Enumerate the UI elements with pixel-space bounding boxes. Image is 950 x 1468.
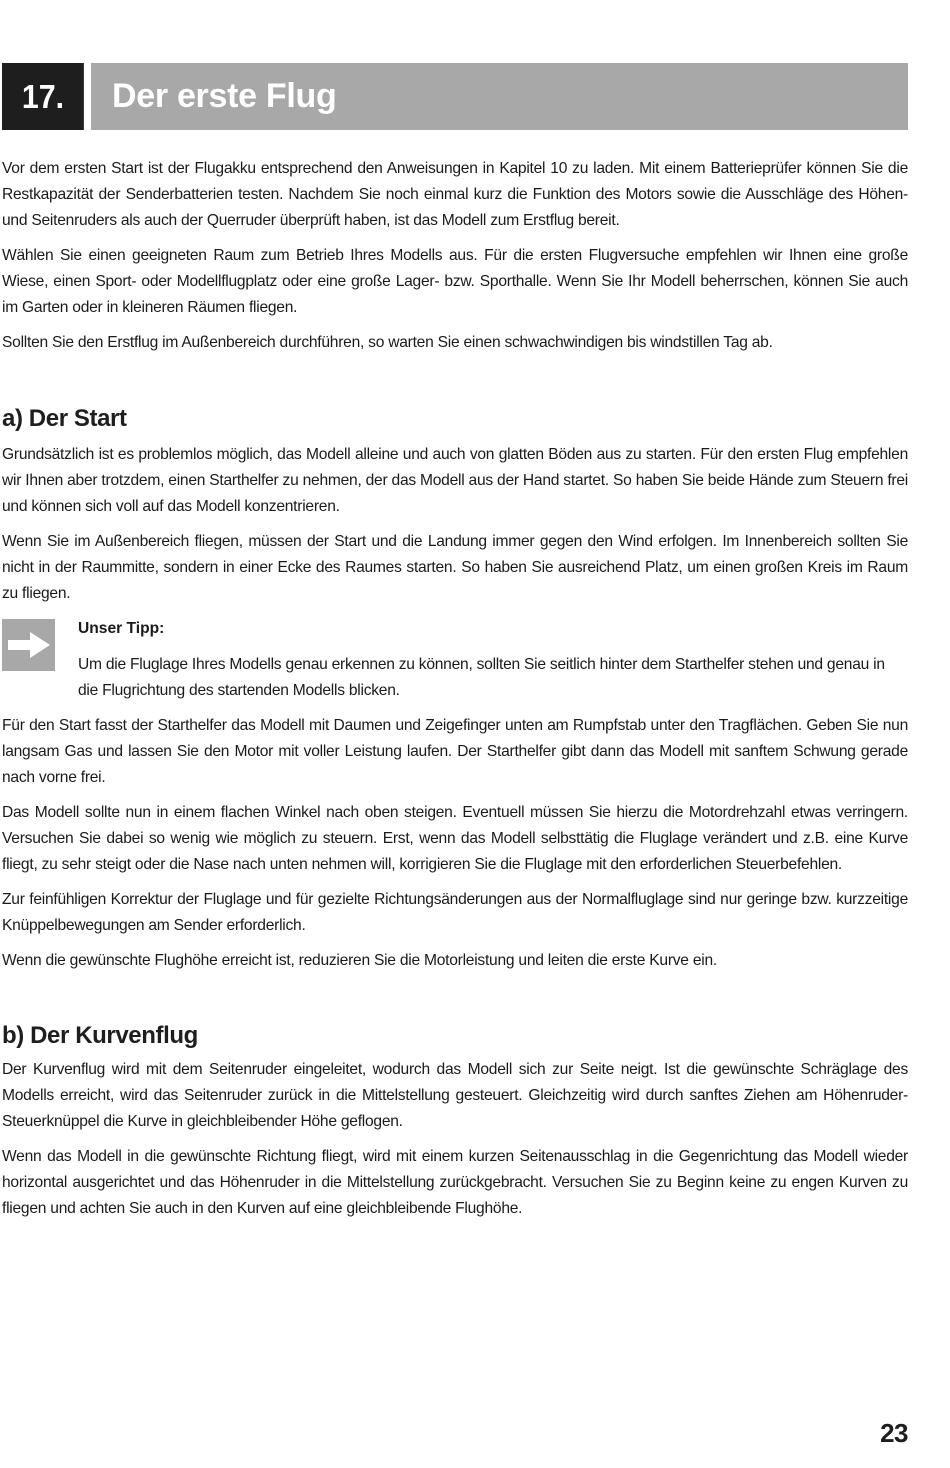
chapter-header xyxy=(2,63,908,130)
kurvenflug-paragraph: Der Kurvenflug wird mit dem Seitenruder eingeleitet, wodurch das Modell sich zur Seite neigt. Ist die gewünschte Schräglage des Modells erreicht, wird das Seitenruder zurück in die Mittelstellung gesteuert. Gleichzeitig wird durch sanftes Ziehen am Höhenruder-Steuerknüppel die Kurve in gleichbleibender Höhe geflogen. xyxy=(2,1061,908,1130)
tip-title: Unser Tipp: xyxy=(78,620,165,637)
start-paragraph: Das Modell sollte nun in einem flachen Winkel nach oben steigen. Eventuell müssen Sie hierzu die Motordrehzahl etwas verringern. Versuchen Sie dabei so wenig wie möglich zu steuern. Erst, wenn das Modell selbsttätig die Fluglage verändert und z.B. eine Kurve fliegt, zu sehr steigt oder die Nase nach unten nehmen will, korrigieren Sie die Fluglage mit den erforderlichen Steuerbefehlen. xyxy=(2,804,908,873)
kurvenflug-paragraph: Wenn das Modell in die gewünschte Richtung fliegt, wird mit einem kurzen Seitenausschlag in die Gegenrichtung das Modell wieder horizontal ausgerichtet und das Höhenruder in die Mittelstellung zurückgebracht. Versuchen Sie zu Beginn keine zu engen Kurven zu fliegen und achten Sie auch in den Kurven auf eine gleichbleibende Flughöhe. xyxy=(2,1148,908,1217)
tip-box xyxy=(2,616,908,704)
start-paragraph: Zur feinfühligen Korrektur der Fluglage und für gezielte Richtungsänderungen aus der Normalfluglage sind nur geringe bzw. kurzzeitige Knüppelbewegungen am Sender erforderlich. xyxy=(2,891,908,934)
start-paragraph: Für den Start fasst der Starthelfer das Modell mit Daumen und Zeigefinger unten am Rumpfstab unter den Tragflächen. Geben Sie nun langsam Gas und lassen Sie den Motor mit voller Leistung laufen. Der Starthelfer gibt dann das Modell mit sanftem Schwung gerade nach vorne frei. xyxy=(2,717,908,786)
tip-text: Um die Fluglage Ihres Modells genau erkennen zu können, sollten Sie seitlich hinter dem Starthelfer stehen und genau in die Flugrichtung des startenden Modells blicken. xyxy=(78,656,885,699)
intro-paragraph: Vor dem ersten Start ist der Flugakku entsprechend den Anweisungen in Kapitel 10 zu laden. Mit einem Batterieprüfer können Sie die Restkapazität der Senderbatterien testen. Nachdem Sie noch einmal kurz die Funktion des Motors sowie die Ausschläge des Höhen- und Seitenruders als auch der Querruder überprüft haben, ist das Modell zum Erstflug bereit. xyxy=(2,160,908,229)
section-heading-kurvenflug: b) Der Kurvenflug xyxy=(2,1022,198,1049)
intro-paragraph: Wählen Sie einen geeigneten Raum zum Betrieb Ihres Modells aus. Für die ersten Flugversuche empfehlen wir Ihnen eine große Wiese, einen Sport- oder Modellflugplatz oder eine große Lager- bzw. Sporthalle. Wenn Sie Ihr Modell beherrschen, können Sie auch im Garten oder in kleineren Räumen fliegen. xyxy=(2,247,908,316)
chapter-number: 17. xyxy=(2,63,84,130)
start-paragraph: Grundsätzlich ist es problemlos möglich, das Modell alleine und auch von glatten Böden aus zu starten. Für den ersten Flug empfehlen wir Ihnen aber trotzdem, einen Starthelfer zu nehmen, der das Modell aus der Hand startet. So haben Sie beide Hände zum Steuern frei und können sich voll auf das Modell konzentrieren. xyxy=(2,446,908,515)
tip-body xyxy=(78,616,908,704)
start-paragraph: Wenn die gewünschte Flughöhe erreicht ist, reduzieren Sie die Motorleistung und leiten die erste Kurve ein. xyxy=(2,952,717,969)
intro-paragraph: Sollten Sie den Erstflug im Außenbereich durchführen, so warten Sie einen schwachwindigen bis windstillen Tag ab. xyxy=(2,334,773,351)
chapter-title: Der erste Flug xyxy=(91,63,908,130)
start-paragraph: Wenn Sie im Außenbereich fliegen, müssen der Start und die Landung immer gegen den Wind erfolgen. Im Innenbereich sollten Sie nicht in der Raummitte, sondern in einer Ecke des Raumes starten. So haben Sie ausreichend Platz, um einen großen Kreis im Raum zu fliegen. xyxy=(2,533,908,602)
section-heading-start: a) Der Start xyxy=(2,405,127,432)
page-content xyxy=(2,156,908,1231)
page-number: 23 xyxy=(880,1418,908,1448)
arrow-right-icon xyxy=(2,619,55,671)
